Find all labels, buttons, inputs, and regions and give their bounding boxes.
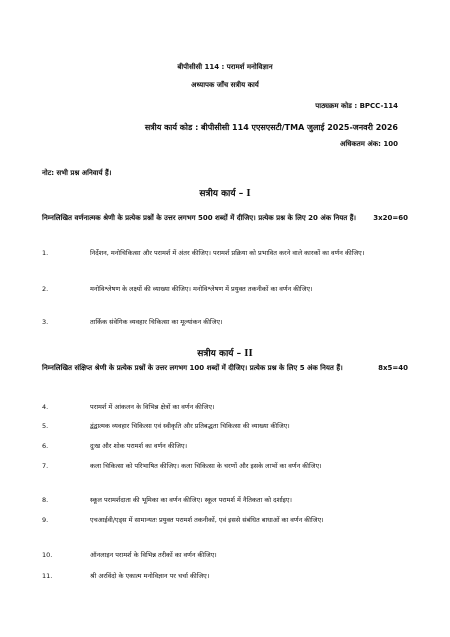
question-number: 5. bbox=[42, 422, 49, 430]
question-item bbox=[42, 514, 412, 527]
question-number: 2. bbox=[42, 285, 49, 293]
instruction-text: निम्नलिखित वर्णनात्मक श्रेणी के प्रत्येक प्रश्नों के उत्तर लगभग 500 शब्दों में दीजिए। प्रत्येक प्रश्न के लिए 20 अंक नियत हैं। bbox=[42, 214, 357, 222]
question-text: निर्देशन, मनोचिकित्सा और परामर्श में अंतर कीजिए। परामर्श प्रक्रिया को प्रभावित करने वाले कारकों का वर्णन कीजिए। bbox=[90, 249, 365, 257]
section-title: सत्रीय कार्य – II bbox=[197, 349, 253, 359]
question-text: स्कूल परामर्शदाता की भूमिका का वर्णन कीजिए। स्कूल परामर्श में नैतिकता को दर्शाइए। bbox=[90, 496, 292, 504]
question-number: 7. bbox=[42, 462, 49, 470]
course-title: बीपीसीसी 114 : परामर्श मनोविज्ञान bbox=[177, 63, 273, 71]
question-number: 4. bbox=[42, 403, 49, 411]
question-text: तार्किक संवेगिक व्यवहार चिकित्सा का मूल्यांकन कीजिए। bbox=[90, 318, 223, 326]
question-item bbox=[42, 549, 412, 562]
instruction-text: निम्नलिखित संक्षिप्त श्रेणी के प्रत्येक प्रश्नों के उत्तर लगभग 100 शब्दों में दीजिए। प्रत्येक प्रश्न के लिए 5 अंक नियत हैं। bbox=[42, 364, 343, 372]
question-text: श्री अरविंदो के एकात्म मनोविज्ञान पर चर्चा कीजिए। bbox=[90, 572, 210, 580]
section-title: सत्रीय कार्य – I bbox=[199, 189, 251, 199]
question-item bbox=[42, 460, 412, 473]
question-item bbox=[42, 401, 412, 414]
question-number: 6. bbox=[42, 442, 49, 450]
question-item bbox=[42, 494, 412, 507]
question-number: 11. bbox=[42, 572, 53, 580]
section-instruction bbox=[42, 213, 408, 224]
question-number: 1. bbox=[42, 249, 49, 257]
question-text: एचआईवी/एड्स में सामान्यतः प्रयुक्त परामर्श तकनीकों, एवं इससे संबंधित बाधाओं का वर्णन कीजिए। bbox=[90, 516, 324, 524]
assignment-code: सत्रीय कार्य कोड : बीपीसीसी 114 एएसएसटी/TMA जुलाई 2025-जनवरी 2026 bbox=[144, 123, 398, 132]
question-number: 3. bbox=[42, 318, 49, 326]
question-text: परामर्श में आंकलन के विभिन्न क्षेत्रों का वर्णन कीजिए। bbox=[90, 403, 215, 411]
assignment-subtitle: अध्यापक जाँच सत्रीय कार्य bbox=[191, 81, 259, 89]
question-text: दुःख और शोक परामर्श का वर्णन कीजिए। bbox=[90, 442, 188, 450]
question-text: ऑनलाइन परामर्श के विभिन्न तरीकों का वर्णन कीजिए। bbox=[90, 551, 217, 559]
question-number: 9. bbox=[42, 516, 49, 524]
marks-allocation: 8x5=40 bbox=[378, 364, 408, 372]
note: नोट: सभी प्रश्न अनिवार्य हैं। bbox=[42, 169, 112, 177]
question-item bbox=[42, 570, 412, 583]
section-instruction bbox=[42, 363, 408, 374]
course-code: पाठ्यक्रम कोड : BPCC-114 bbox=[315, 102, 398, 110]
question-number: 10. bbox=[42, 551, 53, 559]
marks-allocation: 3x20=60 bbox=[373, 214, 408, 222]
question-item bbox=[42, 283, 412, 296]
question-item bbox=[42, 316, 412, 329]
question-text: द्वंद्वात्मक व्यवहार चिकित्सा एवं स्वीकृति और प्रतिबद्धता चिकित्सा की व्याख्या कीजिए। bbox=[90, 422, 290, 430]
question-item bbox=[42, 420, 412, 433]
question-number: 8. bbox=[42, 496, 49, 504]
question-item bbox=[42, 247, 412, 260]
max-marks: अधिकतम अंक: 100 bbox=[339, 140, 398, 148]
question-text: कला चिकित्सा को परिभाषित कीजिए। कला चिकित्सा के चरणों और इसके लाभों का वर्णन कीजिए। bbox=[90, 462, 322, 470]
question-item bbox=[42, 440, 412, 453]
question-text: मनोविश्लेषण के लक्ष्यों की व्याख्या कीजिए। मनोविश्लेषण में प्रयुक्त तकनीकों का वर्णन कीजिए। bbox=[90, 285, 313, 293]
